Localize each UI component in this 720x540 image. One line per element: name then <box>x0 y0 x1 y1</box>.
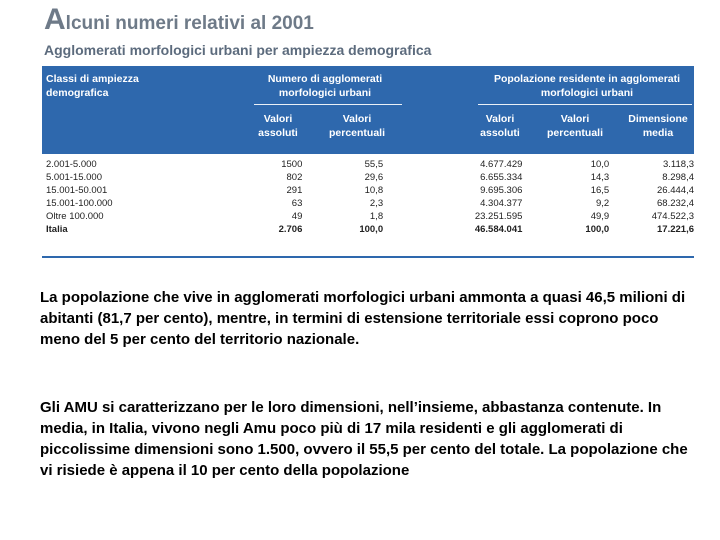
row-class: 15.001-50.001 <box>46 185 108 196</box>
row-pop-perc: 10,0 <box>590 159 610 170</box>
total-count-abs: 2.706 <box>278 224 303 235</box>
row-count-abs: 1500 <box>281 159 303 170</box>
row-count-perc: 1,8 <box>369 211 384 222</box>
row-pop-perc: 14,3 <box>590 172 610 183</box>
paragraph-amu: Gli AMU si caratterizzano per le loro dimensioni, nell’insieme, abbastanza contenute. In media, in Italia, vivono negli Amu poco più di 17 mila residenti e gli agglomerati di piccolissime dimensioni sono 1.500, ovvero il 55,5 per cento del totale. La popolazione che vi risiede è appena il 10 per cento della popolazione <box>40 399 688 479</box>
table-row <box>42 210 694 223</box>
row-count-perc: 55,5 <box>364 159 384 170</box>
row-mean-size: 8.298,4 <box>662 172 694 183</box>
subheader-mean-size: Dimensione media <box>628 113 688 139</box>
row-pop-perc: 9,2 <box>595 198 610 209</box>
table-total-row <box>42 223 694 236</box>
row-count-abs: 63 <box>291 198 303 209</box>
row-pop-perc: 49,9 <box>590 211 610 222</box>
row-pop-abs: 9.695.306 <box>480 185 523 196</box>
row-count-abs: 802 <box>286 172 303 183</box>
row-count-perc: 10,8 <box>364 185 384 196</box>
row-class: 5.001-15.000 <box>46 172 102 183</box>
title-block <box>44 3 704 58</box>
row-count-perc: 2,3 <box>369 198 384 209</box>
total-label: Italia <box>46 224 68 235</box>
table-row <box>42 171 694 184</box>
row-count-perc: 29,6 <box>364 172 384 183</box>
row-mean-size: 474.522,3 <box>651 211 694 222</box>
page-title <box>44 3 704 38</box>
header-agglomerates: Numero di agglomerati morfologici urbani <box>267 73 383 99</box>
header-rule-population <box>478 104 692 105</box>
row-class: 15.001-100.000 <box>46 198 113 209</box>
row-pop-abs: 4.677.429 <box>480 159 523 170</box>
total-pop-abs: 46.584.041 <box>474 224 523 235</box>
row-count-abs: 291 <box>286 185 303 196</box>
title-text: lcuni numeri relativi al 2001 <box>65 13 314 34</box>
total-pop-perc: 100,0 <box>585 224 610 235</box>
statistics-table <box>42 66 694 258</box>
table-row <box>42 158 694 171</box>
table-row <box>42 197 694 210</box>
row-mean-size: 26.444,4 <box>657 185 694 196</box>
total-count-perc: 100,0 <box>359 224 384 235</box>
row-count-abs: 49 <box>291 211 303 222</box>
paragraph-population: La popolazione che vive in agglomerati morfologici urbani ammonta a quasi 46,5 milioni di abitanti (81,7 per cento), mentre, in termini di estensione territoriale essi coprono poco meno del 5 per cento del territorio nazionale. <box>40 289 686 348</box>
total-mean-size: 17.221,6 <box>657 224 694 235</box>
row-mean-size: 3.118,3 <box>663 159 694 170</box>
subheader-perc-1: Valori percentuali <box>328 113 386 139</box>
header-population: Popolazione residente in agglomerati morfologici urbani <box>493 73 681 99</box>
title-drop-letter: A <box>44 3 66 36</box>
row-pop-abs: 6.655.334 <box>480 172 523 183</box>
header-rule-agglomerates <box>254 104 402 105</box>
subheader-abs-2: Valori assoluti <box>480 113 520 139</box>
header-size-class: Classi di ampiezza demografica <box>46 73 139 99</box>
row-pop-abs: 23.251.595 <box>474 211 523 222</box>
page-subtitle: Agglomerati morfologici urbani per ampiezza demografica <box>44 42 432 58</box>
row-pop-abs: 4.304.377 <box>480 198 523 209</box>
row-pop-perc: 16,5 <box>590 185 610 196</box>
subheader-abs-1: Valori assoluti <box>258 113 298 139</box>
data-table <box>42 158 694 236</box>
row-class: 2.001-5.000 <box>46 159 97 170</box>
row-mean-size: 68.232,4 <box>657 198 694 209</box>
table-row <box>42 184 694 197</box>
row-class: Oltre 100.000 <box>46 211 104 222</box>
subheader-perc-2: Valori percentuali <box>546 113 604 139</box>
